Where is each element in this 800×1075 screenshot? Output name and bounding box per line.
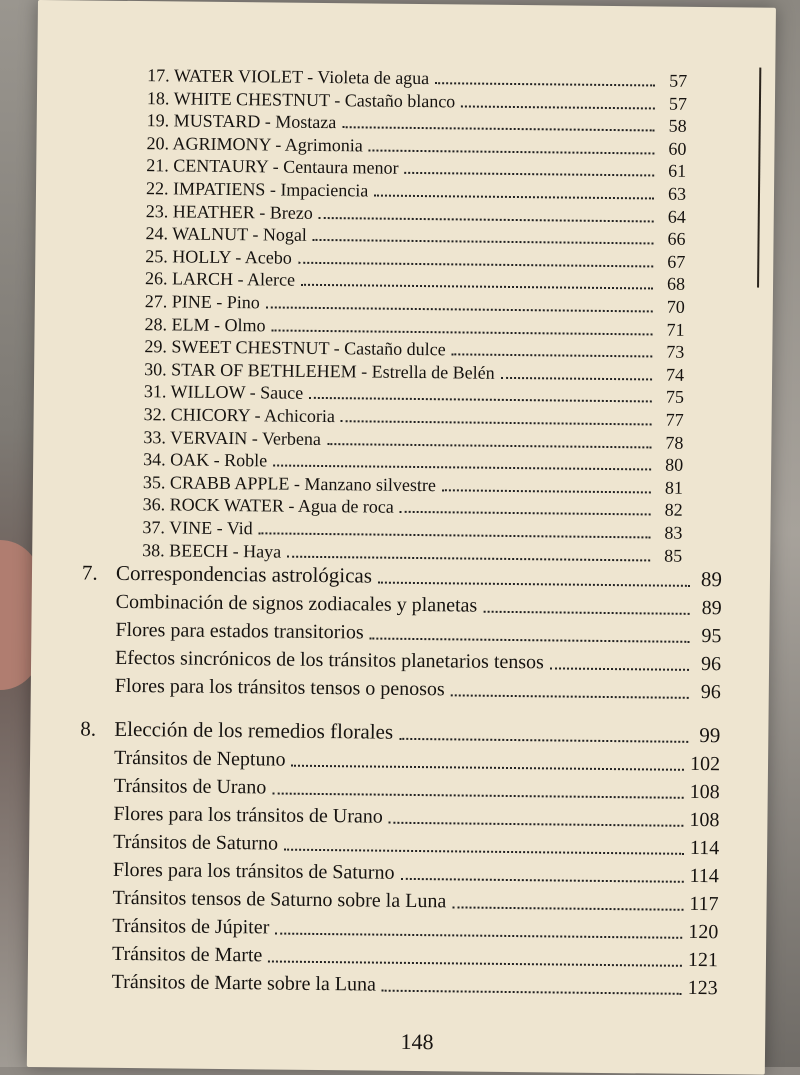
entry-page: 66 <box>667 228 686 249</box>
entry-title: 19. MUSTARD - Mostaza <box>146 110 337 133</box>
entry-page: 75 <box>665 386 684 408</box>
entry-title: 18. WHITE CHESTNUT - Castaño blanco <box>146 87 456 111</box>
dot-leader <box>405 171 655 177</box>
entry-page: 64 <box>667 206 686 227</box>
chapter-subentry <box>116 591 722 620</box>
dot-leader <box>313 238 654 245</box>
entry-page: 61 <box>668 161 687 182</box>
entry-page: 89 <box>701 596 722 620</box>
entry-title: Tránsitos de Júpiter <box>112 914 270 939</box>
dot-leader <box>452 353 653 358</box>
dot-leader <box>272 791 683 798</box>
chapter-subentry <box>112 887 718 916</box>
entry-page: 67 <box>667 251 686 272</box>
page-edge <box>757 68 767 288</box>
entry-page: 57 <box>668 93 688 114</box>
entry-title: Tránsitos de Neptuno <box>113 746 286 771</box>
entry-title: 30. STAR OF BETHLEHEM - Estrella de Belén <box>144 358 495 383</box>
entry-title: 17. WATER VIOLET - Violeta de agua <box>147 65 430 89</box>
entry-title: Flores para los tránsitos de Saturno <box>112 858 395 884</box>
entry-page: 70 <box>666 296 685 317</box>
chapter-subentry <box>114 747 720 776</box>
entry-title: 36. ROCK WATER - Agua de roca <box>142 494 394 518</box>
entry-title: Tránsitos tensos de Saturno sobre la Luna <box>112 886 447 913</box>
dot-leader <box>442 488 651 493</box>
dot-leader <box>389 821 684 827</box>
entry-page: 89 <box>700 566 723 592</box>
dot-leader <box>309 396 652 403</box>
entry-page: 60 <box>668 138 687 159</box>
entry-page: 108 <box>689 780 720 804</box>
chapter-subentry <box>115 647 721 676</box>
entry-title: Tránsitos de Urano <box>113 774 267 799</box>
entry-page: 77 <box>665 409 684 430</box>
dot-leader <box>319 216 654 223</box>
entry-page: 74 <box>666 364 685 385</box>
chapter-subentry <box>115 675 721 704</box>
dot-leader <box>341 419 652 425</box>
entry-title: 32. CHICORY - Achicoria <box>143 404 336 427</box>
dot-leader <box>259 531 651 538</box>
entry-page: 78 <box>665 432 684 453</box>
page-number: 148 <box>400 1028 434 1055</box>
dot-leader <box>399 737 688 743</box>
dot-leader <box>268 959 682 966</box>
entry-title: Combinación de signos zodiacales y planetas <box>115 590 478 617</box>
dot-leader <box>291 764 684 771</box>
chapter-subentry <box>113 831 719 860</box>
chapter-subentry <box>113 803 719 832</box>
chapter-subentry <box>113 859 719 888</box>
chapter-heading <box>80 716 720 748</box>
entry-page: 114 <box>689 836 720 860</box>
entry-title: Flores para estados transitorios <box>115 618 364 644</box>
entry-page: 102 <box>689 752 721 776</box>
entry-title: Tránsitos de Saturno <box>113 830 279 855</box>
dot-leader <box>452 905 683 910</box>
dot-leader <box>382 989 682 995</box>
entry-title: 28. ELM - Olmo <box>144 313 266 335</box>
entry-title: 33. VERVAIN - Verbena <box>143 426 322 449</box>
chapter-number: 8. <box>80 716 97 741</box>
chapter-heading <box>82 560 722 592</box>
entry-page: 68 <box>666 273 686 295</box>
chapter-number: 7. <box>81 560 98 585</box>
entry-title: 29. SWEET CHESTNUT - Castaño dulce <box>144 336 446 360</box>
book-page <box>27 0 776 1075</box>
entry-page: 99 <box>699 722 721 748</box>
table-of-contents <box>38 0 776 1000</box>
dot-leader <box>550 666 689 670</box>
entry-page: 82 <box>664 499 683 521</box>
chapter-subentry <box>114 775 720 804</box>
dot-leader <box>327 442 651 448</box>
dot-leader <box>275 932 682 939</box>
entry-page: 57 <box>669 70 688 91</box>
entry-title: 34. OAK - Roble <box>143 449 268 471</box>
entry-title: 31. WILLOW - Sauce <box>143 381 304 404</box>
entry-title: 35. CRABB APPLE - Manzano silvestre <box>142 471 437 495</box>
entry-title: Elección de los remedios florales <box>114 716 394 744</box>
entry-title: Efectos sincrónicos de los tránsitos planetarios tensos <box>115 646 545 674</box>
dot-leader <box>400 510 651 516</box>
chapter-subentry <box>112 915 718 944</box>
dot-leader <box>451 693 689 698</box>
entry-page: 81 <box>664 477 684 498</box>
entry-page: 117 <box>689 892 719 916</box>
dot-leader <box>483 610 689 615</box>
entry-page: 120 <box>688 920 719 944</box>
entry-title: 23. HEATHER - Brezo <box>145 200 313 223</box>
dot-leader <box>298 261 654 268</box>
dot-leader <box>400 877 683 883</box>
entry-title: 38. BEECH - Haya <box>142 539 282 562</box>
entry-title: Tránsitos de Marte sobre la Luna <box>111 970 377 996</box>
entry-page: 73 <box>666 341 685 362</box>
dot-leader <box>266 305 653 312</box>
entry-page: 95 <box>701 624 722 648</box>
entry-title: Correspondencias astrológicas <box>115 560 373 588</box>
entry-page: 83 <box>664 522 683 543</box>
dot-leader <box>301 283 653 290</box>
entry-page: 63 <box>667 183 687 204</box>
dot-leader <box>284 848 684 855</box>
entry-title: 37. VINE - Vid <box>142 517 253 539</box>
entry-title: Flores para los tránsitos de Urano <box>113 802 383 828</box>
entry-page: 71 <box>666 319 685 340</box>
dot-leader <box>374 194 654 200</box>
dot-leader <box>435 81 655 86</box>
entry-title: 24. WALNUT - Nogal <box>145 223 307 246</box>
entry-page: 58 <box>668 115 687 136</box>
entry-page: 96 <box>700 680 721 704</box>
dot-leader <box>369 148 655 154</box>
entry-page: 123 <box>687 976 718 1000</box>
chapter-subentry <box>115 619 721 648</box>
chapter-subentry <box>112 971 718 1000</box>
entry-page: 114 <box>689 864 719 888</box>
dot-leader <box>370 637 690 643</box>
entry-page: 85 <box>664 545 683 566</box>
entry-title: 21. CENTAURY - Centaura menor <box>146 155 399 179</box>
entry-title: Tránsitos de Marte <box>111 942 263 967</box>
entry-title: 27. PINE - Pino <box>144 291 260 313</box>
entry-page: 96 <box>700 652 722 676</box>
dot-leader <box>273 464 651 471</box>
dot-leader <box>378 581 690 587</box>
entry-page: 80 <box>665 454 684 475</box>
entry-title: 20. AGRIMONY - Agrimonia <box>146 132 363 156</box>
chapter-subentry <box>112 943 718 972</box>
entry-title: Flores para los tránsitos tensos o penosos <box>114 674 445 701</box>
dot-leader <box>501 376 653 381</box>
dot-leader <box>342 125 654 131</box>
entry-title: 26. LARCH - Alerce <box>144 268 296 291</box>
entry-page: 121 <box>687 948 719 972</box>
dot-leader <box>287 554 650 561</box>
entry-title: 22. IMPATIENS - Impaciencia <box>145 178 369 201</box>
dot-leader <box>461 104 655 109</box>
entry-page: 108 <box>689 808 720 832</box>
entry-title: 25. HOLLY - Acebo <box>145 245 292 268</box>
dot-leader <box>272 328 653 335</box>
